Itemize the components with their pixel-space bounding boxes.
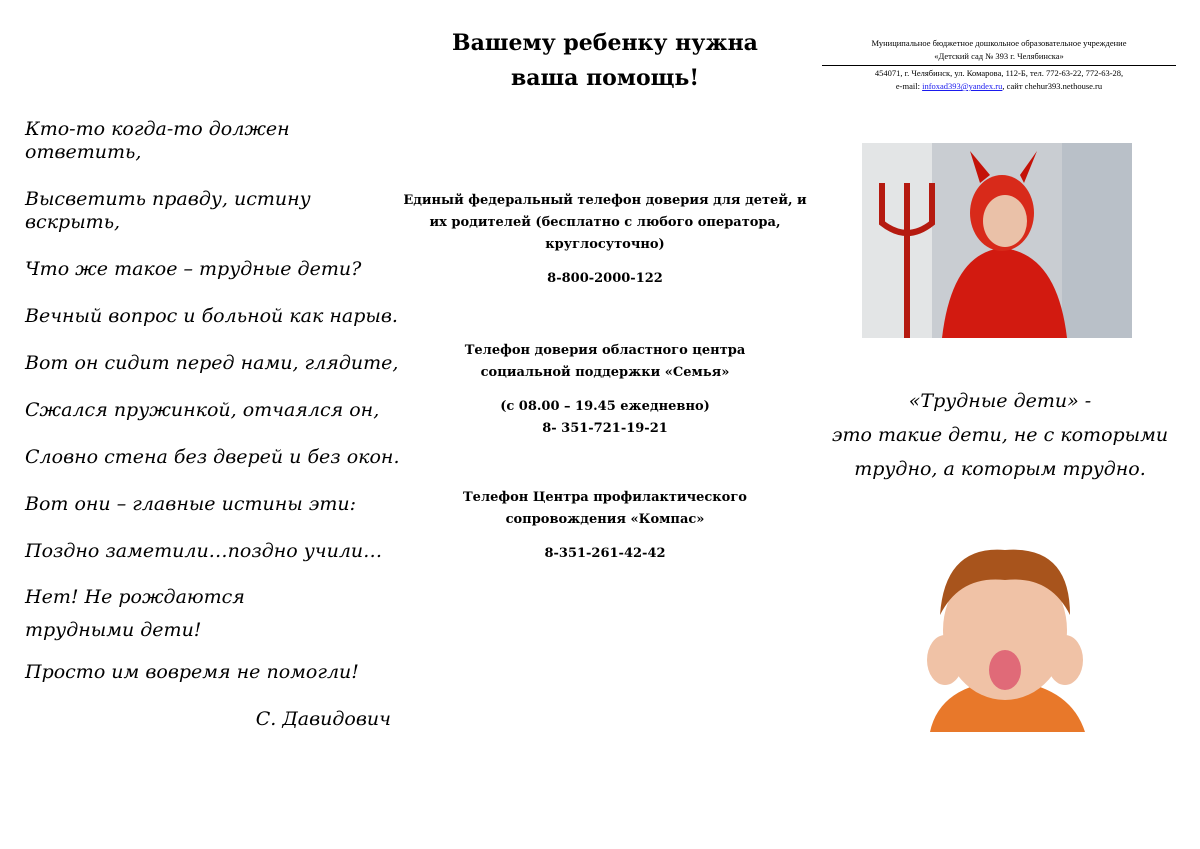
poem-line: Высветить правду, истину вскрыть,: [25, 188, 311, 233]
org-type: Муниципальное бюджетное дошкольное образовательное учреждение: [871, 38, 1127, 48]
hotline-phone: 8- 351-721-19-21: [542, 421, 668, 436]
org-header: [822, 37, 1176, 93]
quote: [830, 384, 1170, 486]
poem-line: Поздно заметили…поздно учили…: [25, 540, 383, 562]
poem-line: Словно стена без дверей и без окон.: [25, 446, 400, 468]
poem-line: Просто им вовремя не помогли!: [25, 661, 359, 683]
devil-child-photo: [862, 143, 1132, 338]
hotline-phone: 8-800-2000-122: [547, 271, 663, 286]
quote-line: «Трудные дети» -: [908, 390, 1092, 412]
poem-line: Кто-то когда-то должен ответить,: [25, 118, 290, 163]
quote-line: это такие дети, не с которыми: [831, 424, 1169, 446]
hotline-phone: 8-351-261-42-42: [544, 546, 666, 561]
site-text: , сайт chehur393.nethouse.ru: [1002, 81, 1103, 91]
title-line: Вашему ребенку нужна: [452, 30, 758, 56]
quote-line: трудно, а которым трудно.: [854, 458, 1146, 480]
hotline-kompas: [445, 487, 765, 565]
poem: [25, 118, 405, 755]
poem-author: С. Давидович: [255, 708, 391, 730]
hotline-semya: [445, 340, 765, 440]
poem-line: Вот он сидит перед нами, глядите,: [25, 352, 399, 374]
poem-line: Вот они – главные истины эти:: [25, 493, 357, 515]
title-line: ваша помощь!: [510, 65, 700, 91]
hotline-title: Телефон доверия областного центра социальной поддержки «Семья»: [464, 343, 746, 380]
poem-line: Нет! Не рождаются трудными дети!: [25, 586, 245, 641]
hotline-hours: (с 08.00 – 19.45 ежедневно): [500, 399, 710, 414]
hotline-title: Единый федеральный телефон доверия для детей, и их родителей (бесплатно с любого оператора, круглосуточно): [403, 193, 807, 252]
org-name: «Детский сад № 393 г. Челябинска»: [934, 51, 1064, 61]
divider: [822, 65, 1176, 66]
poem-line: Что же такое – трудные дети?: [25, 258, 362, 280]
hotline-federal: [400, 190, 810, 290]
poem-line: Сжался пружинкой, отчаялся он,: [25, 399, 380, 421]
boy-tongue-photo: [900, 535, 1110, 732]
hotline-title: Телефон Центра профилактического сопровождения «Компас»: [463, 490, 747, 527]
page-title: [400, 26, 810, 96]
org-address: 454071, г. Челябинск, ул. Комарова, 112-Б, тел. 772-63-22, 772-63-28,: [874, 68, 1124, 78]
email-label: e-mail:: [895, 81, 923, 91]
poem-line: Вечный вопрос и больной как нарыв.: [25, 305, 398, 327]
org-contacts: [822, 80, 1176, 93]
email-link[interactable]: infoxad393@yandex.ru: [922, 81, 1003, 91]
